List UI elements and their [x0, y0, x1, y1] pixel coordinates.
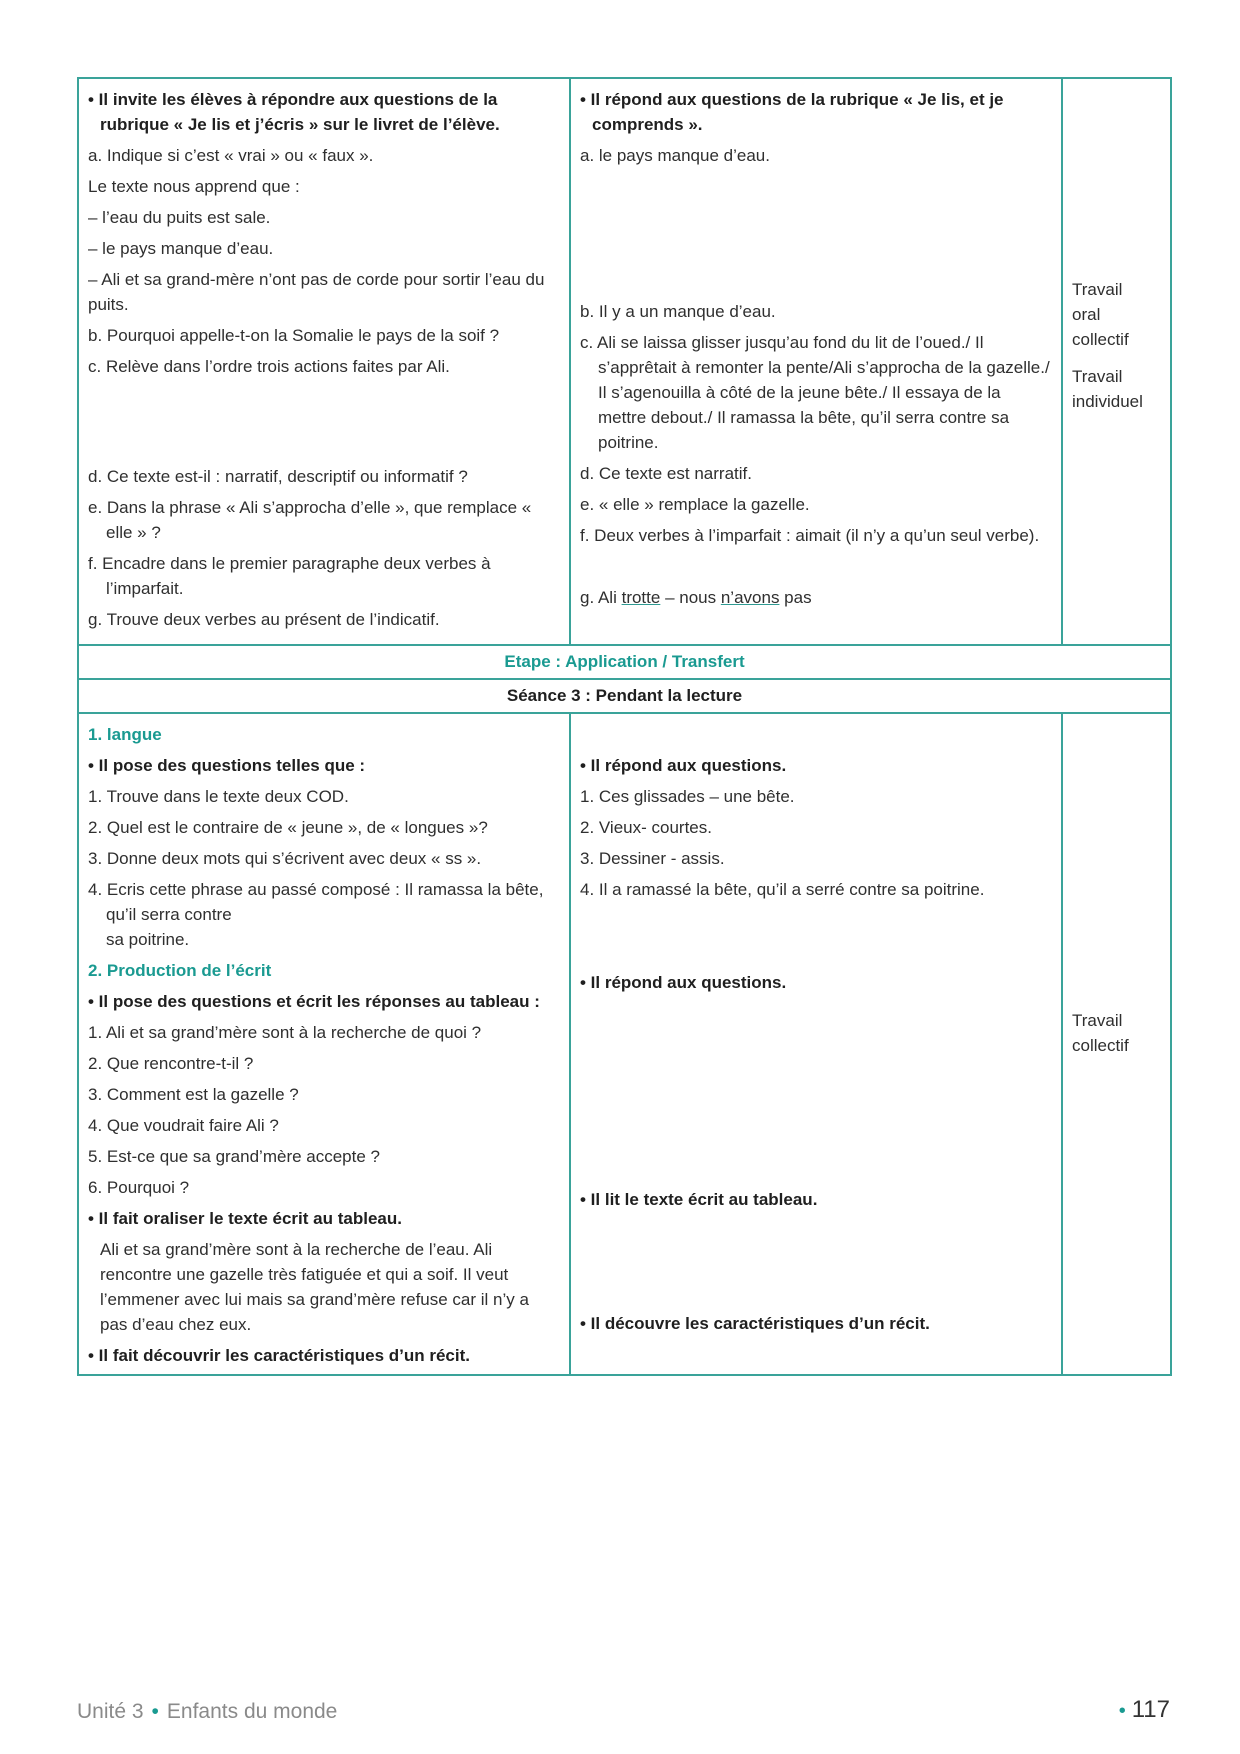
mode-label: Travail [1072, 280, 1123, 299]
table-row [78, 78, 1171, 645]
question-a: a. Indique si c’est « vrai » ou « faux ». [88, 146, 374, 165]
answer-e: e. « elle » remplace la gazelle. [580, 495, 810, 514]
page-number-value: 117 [1131, 1696, 1170, 1723]
table-row [78, 679, 1171, 713]
bullet-icon: • [151, 1700, 159, 1723]
answer-b: b. Il y a un manque d’eau. [580, 302, 776, 321]
question: 1. Ali et sa grand’mère sont à la recherche de quoi ? [88, 1023, 482, 1042]
underlined-verb: trotte [621, 588, 661, 607]
question: 4. Que voudrait faire Ali ? [88, 1116, 279, 1135]
answer: 3. Dessiner - assis. [580, 849, 725, 868]
board-text: Ali et sa grand’mère sont à la recherche de l’eau. Ali rencontre une gazelle très fatiguée et qui a soif. Il veut l’emmener avec lui mais sa grand’mère refuse car il n’y a pas d’eau chez eux. [100, 1240, 529, 1334]
seance-heading: Séance 3 : Pendant la lecture [78, 679, 1171, 713]
teacher-instruction: • Il pose des questions telles que : [88, 756, 366, 775]
footer-unit [77, 1700, 337, 1724]
section-title: 1. langue [88, 725, 162, 744]
table-row [78, 645, 1171, 679]
teacher-instruction: • Il fait découvrir les caractéristiques d’un récit. [88, 1346, 470, 1365]
question: 1. Trouve dans le texte deux COD. [88, 787, 349, 806]
question: 4. Ecris cette phrase au passé composé : Il ramassa la bête, qu’il serra contre [88, 880, 544, 924]
statement-intro: Le texte nous apprend que : [88, 177, 300, 196]
question: 3. Comment est la gazelle ? [88, 1085, 299, 1104]
answer: 2. Vieux- courtes. [580, 818, 712, 837]
statement-item: – l’eau du puits est sale. [88, 208, 271, 227]
student-instruction: • Il répond aux questions de la rubrique « Je lis, et je comprends ». [580, 90, 1004, 134]
question: 2. Que rencontre-t-il ? [88, 1054, 254, 1073]
bullet-icon: • [1118, 1700, 1126, 1722]
student-instruction: • Il répond aux questions. [580, 973, 787, 992]
student-column [570, 78, 1062, 645]
teacher-instruction: • Il pose des questions et écrit les réponses au tableau : [88, 992, 540, 1011]
answer: 1. Ces glissades – une bête. [580, 787, 795, 806]
statement-item: – Ali et sa grand-mère n’ont pas de corde pour sortir l’eau du puits. [88, 270, 545, 314]
question: 3. Donne deux mots qui s’écrivent avec deux « ss ». [88, 849, 482, 868]
teacher-column [78, 713, 570, 1375]
teacher-column [78, 78, 570, 645]
question: sa poitrine. [106, 930, 190, 949]
answer-d: d. Ce texte est narratif. [580, 464, 752, 483]
statement-item: – le pays manque d’eau. [88, 239, 274, 258]
unit-title: Enfants du monde [166, 1700, 338, 1723]
unit-label: Unité 3 [77, 1700, 144, 1723]
section-title: 2. Production de l’écrit [88, 961, 272, 980]
student-instruction: • Il répond aux questions. [580, 756, 787, 775]
answer-g-text: pas [779, 588, 812, 607]
student-column [570, 713, 1062, 1375]
question-c: c. Relève dans l’ordre trois actions faites par Ali. [88, 357, 450, 376]
mode-label: collectif [1072, 330, 1129, 349]
lesson-table [77, 77, 1172, 1376]
mode-label: Travail [1072, 367, 1123, 386]
page-number [1119, 1696, 1170, 1724]
student-instruction: • Il lit le texte écrit au tableau. [580, 1190, 818, 1209]
question: 5. Est-ce que sa grand’mère accepte ? [88, 1147, 380, 1166]
question-f: f. Encadre dans le premier paragraphe deux verbes à l’imparfait. [88, 554, 491, 598]
mode-label: collectif [1072, 1036, 1129, 1055]
answer: 4. Il a ramassé la bête, qu’il a serré contre sa poitrine. [580, 880, 985, 899]
answer-g [580, 585, 1053, 610]
answer-g-text: g. Ali [580, 588, 622, 607]
teacher-instruction: • Il fait oraliser le texte écrit au tableau. [88, 1209, 402, 1228]
question-g: g. Trouve deux verbes au présent de l’indicatif. [88, 610, 440, 629]
mode-label: oral [1072, 305, 1101, 324]
student-instruction: • Il découvre les caractéristiques d’un récit. [580, 1314, 930, 1333]
question-e: e. Dans la phrase « Ali s’approcha d’elle », que remplace « elle » ? [88, 498, 532, 542]
question: 6. Pourquoi ? [88, 1178, 190, 1197]
mode-label: Travail [1072, 1011, 1123, 1030]
table-row [78, 713, 1171, 1375]
answer-a: a. le pays manque d’eau. [580, 146, 770, 165]
teacher-instruction: • Il invite les élèves à répondre aux questions de la rubrique « Je lis et j’écris » sur le livret de l’élève. [88, 90, 500, 134]
question: 2. Quel est le contraire de « jeune », de « longues »? [88, 818, 488, 837]
answer-f: f. Deux verbes à l’imparfait : aimait (il n’y a qu’un seul verbe). [580, 526, 1040, 545]
question-b: b. Pourquoi appelle-t-on la Somalie le pays de la soif ? [88, 326, 500, 345]
answer-g-text: – nous [660, 588, 721, 607]
underlined-verb: n’avons [720, 588, 780, 607]
answer-c: c. Ali se laissa glisser jusqu’au fond du lit de l’oued./ Il s’apprêtait à remonter la pente/Ali s’approcha de la gazelle./ Il s’agenouilla à côté de la jeune bête./ Il essaya de la mettre debout./ Il ramassa la bête, qu’il serra contre sa poitrine. [580, 333, 1050, 452]
mode-column [1062, 713, 1171, 1375]
etape-heading: Etape : Application / Transfert [78, 645, 1171, 679]
mode-column [1062, 78, 1171, 645]
mode-label: individuel [1072, 392, 1143, 411]
question-d: d. Ce texte est-il : narratif, descriptif ou informatif ? [88, 467, 468, 486]
